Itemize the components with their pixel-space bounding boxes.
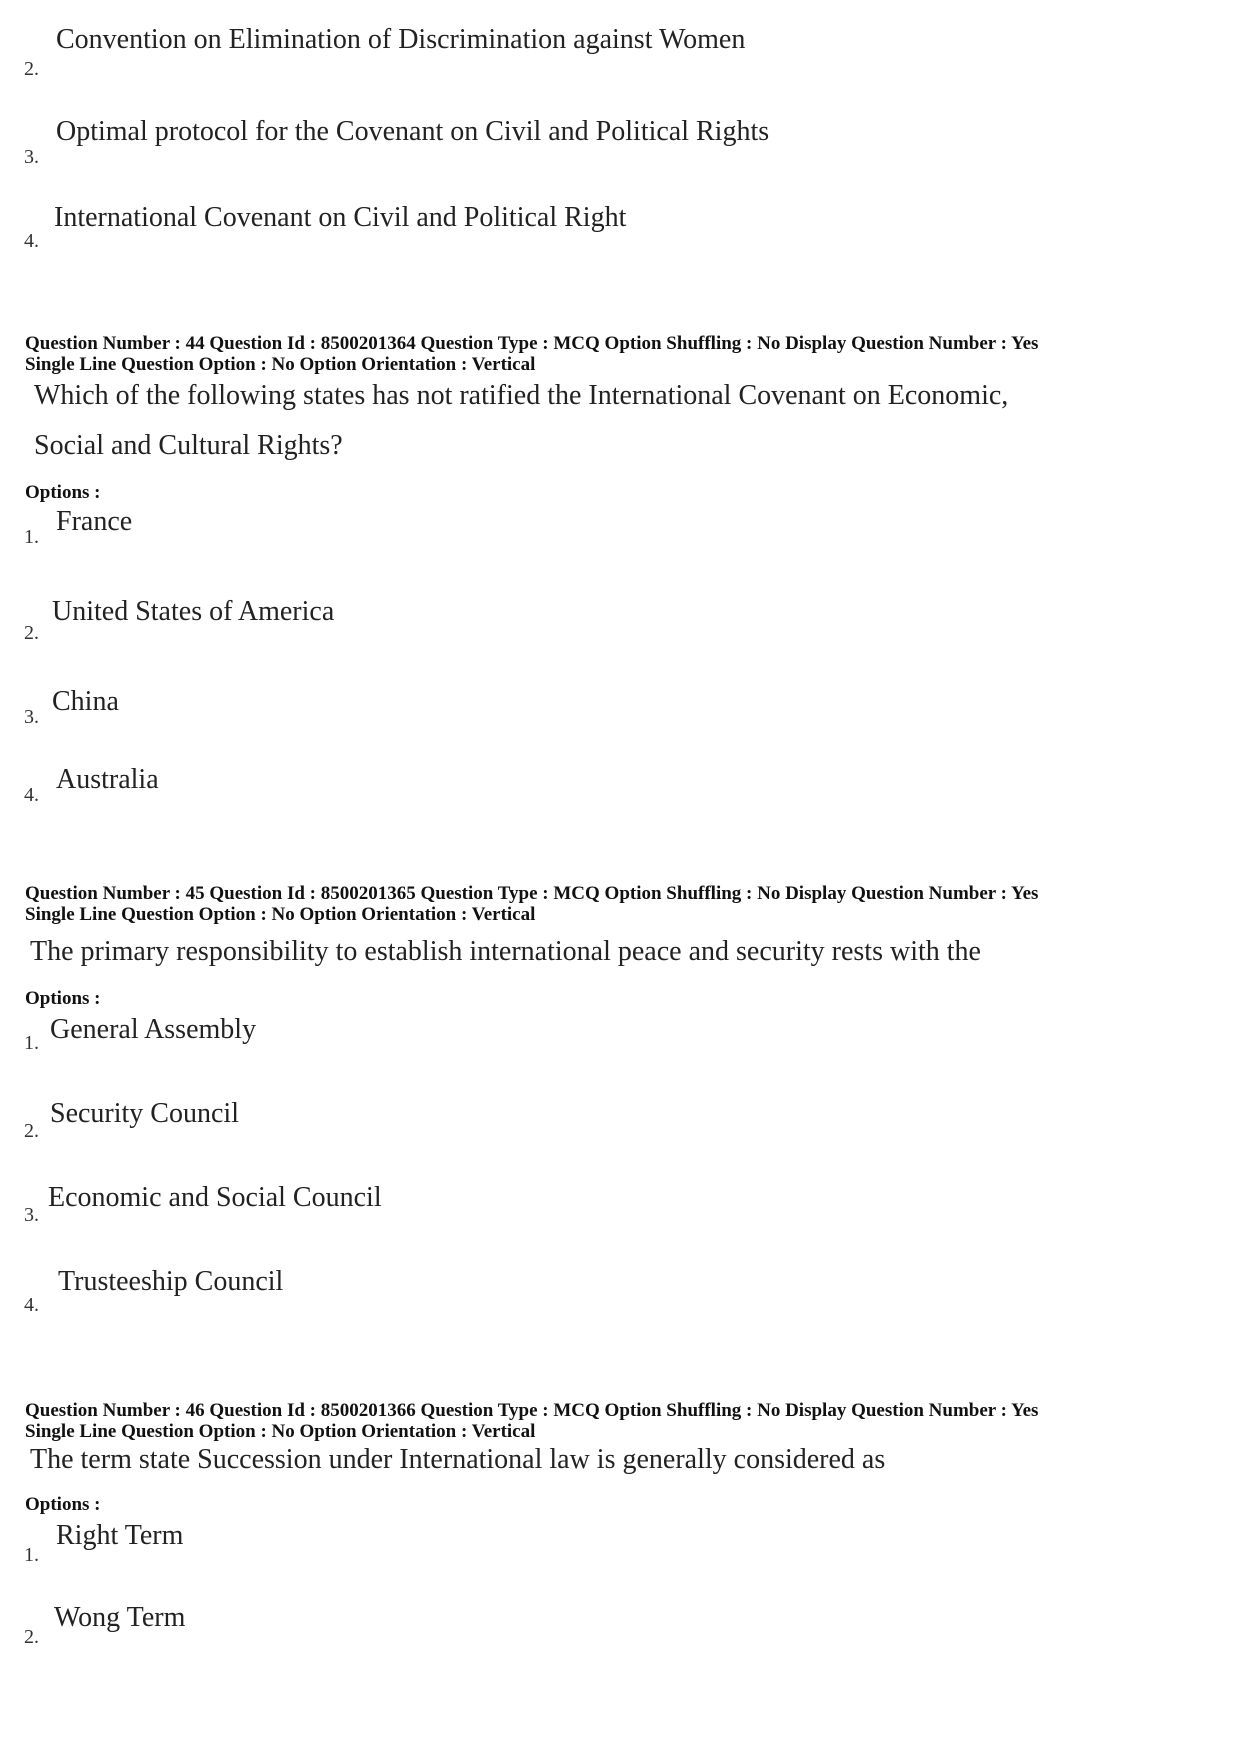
question-stem: Which of the following states has not ratified the International Covenant on Economic, bbox=[34, 380, 1009, 411]
option-text: General Assembly bbox=[50, 1014, 257, 1045]
option-item bbox=[0, 1602, 1200, 1666]
option-number: 2. bbox=[24, 1120, 39, 1142]
option-number: 4. bbox=[24, 784, 39, 806]
option-item bbox=[0, 764, 1200, 828]
option-number: 2. bbox=[24, 622, 39, 644]
option-text: International Covenant on Civil and Political Right bbox=[54, 202, 627, 233]
option-number: 4. bbox=[24, 230, 39, 252]
question-meta-line1: Question Number : 44 Question Id : 8500201364 Question Type : MCQ Option Shuffling : No Display Question Number : Yes bbox=[25, 333, 1039, 354]
options-label: Options : bbox=[25, 1494, 101, 1515]
question-meta-line1: Question Number : 45 Question Id : 8500201365 Question Type : MCQ Option Shuffling : No Display Question Number : Yes bbox=[25, 883, 1039, 904]
option-text: Right Term bbox=[56, 1520, 184, 1551]
option-text: Economic and Social Council bbox=[48, 1182, 382, 1213]
option-text: Convention on Elimination of Discrimination against Women bbox=[56, 24, 746, 55]
question-stem: Social and Cultural Rights? bbox=[34, 430, 343, 461]
option-text: Trusteeship Council bbox=[58, 1266, 284, 1297]
option-text: Security Council bbox=[50, 1098, 239, 1129]
option-number: 1. bbox=[24, 1544, 39, 1566]
options-label: Options : bbox=[25, 482, 101, 503]
option-item bbox=[0, 24, 1200, 84]
option-item bbox=[0, 204, 1200, 264]
option-number: 2. bbox=[24, 1626, 39, 1648]
question-meta-line2: Single Line Question Option : No Option Orientation : Vertical bbox=[25, 354, 536, 375]
option-item bbox=[0, 1182, 1200, 1246]
option-text: United States of America bbox=[52, 596, 335, 627]
option-number: 3. bbox=[24, 146, 39, 168]
option-item bbox=[0, 1520, 1200, 1584]
option-number: 3. bbox=[24, 1204, 39, 1226]
option-number: 1. bbox=[24, 526, 39, 548]
option-text: Wong Term bbox=[54, 1602, 186, 1633]
option-text: Optimal protocol for the Covenant on Civil and Political Rights bbox=[56, 116, 770, 147]
option-text: China bbox=[52, 686, 119, 717]
option-text: Australia bbox=[56, 764, 159, 795]
option-number: 1. bbox=[24, 1032, 39, 1054]
option-item bbox=[0, 1266, 1200, 1330]
question-stem: The primary responsibility to establish international peace and security rests with the bbox=[30, 936, 981, 967]
option-item bbox=[0, 1098, 1200, 1162]
option-number: 3. bbox=[24, 706, 39, 728]
option-item bbox=[0, 116, 1200, 180]
question-stem: The term state Succession under International law is generally considered as bbox=[30, 1444, 886, 1475]
question-meta-line2: Single Line Question Option : No Option Orientation : Vertical bbox=[25, 904, 536, 925]
option-item bbox=[0, 688, 1200, 748]
option-number: 2. bbox=[24, 58, 39, 80]
question-meta-line1: Question Number : 46 Question Id : 8500201366 Question Type : MCQ Option Shuffling : No Display Question Number : Yes bbox=[25, 1400, 1039, 1421]
option-item bbox=[0, 506, 1200, 570]
option-item bbox=[0, 1016, 1200, 1076]
options-label: Options : bbox=[25, 988, 101, 1009]
question-meta-line2: Single Line Question Option : No Option Orientation : Vertical bbox=[25, 1421, 536, 1442]
option-item bbox=[0, 598, 1200, 658]
option-text: France bbox=[56, 506, 133, 537]
option-number: 4. bbox=[24, 1294, 39, 1316]
